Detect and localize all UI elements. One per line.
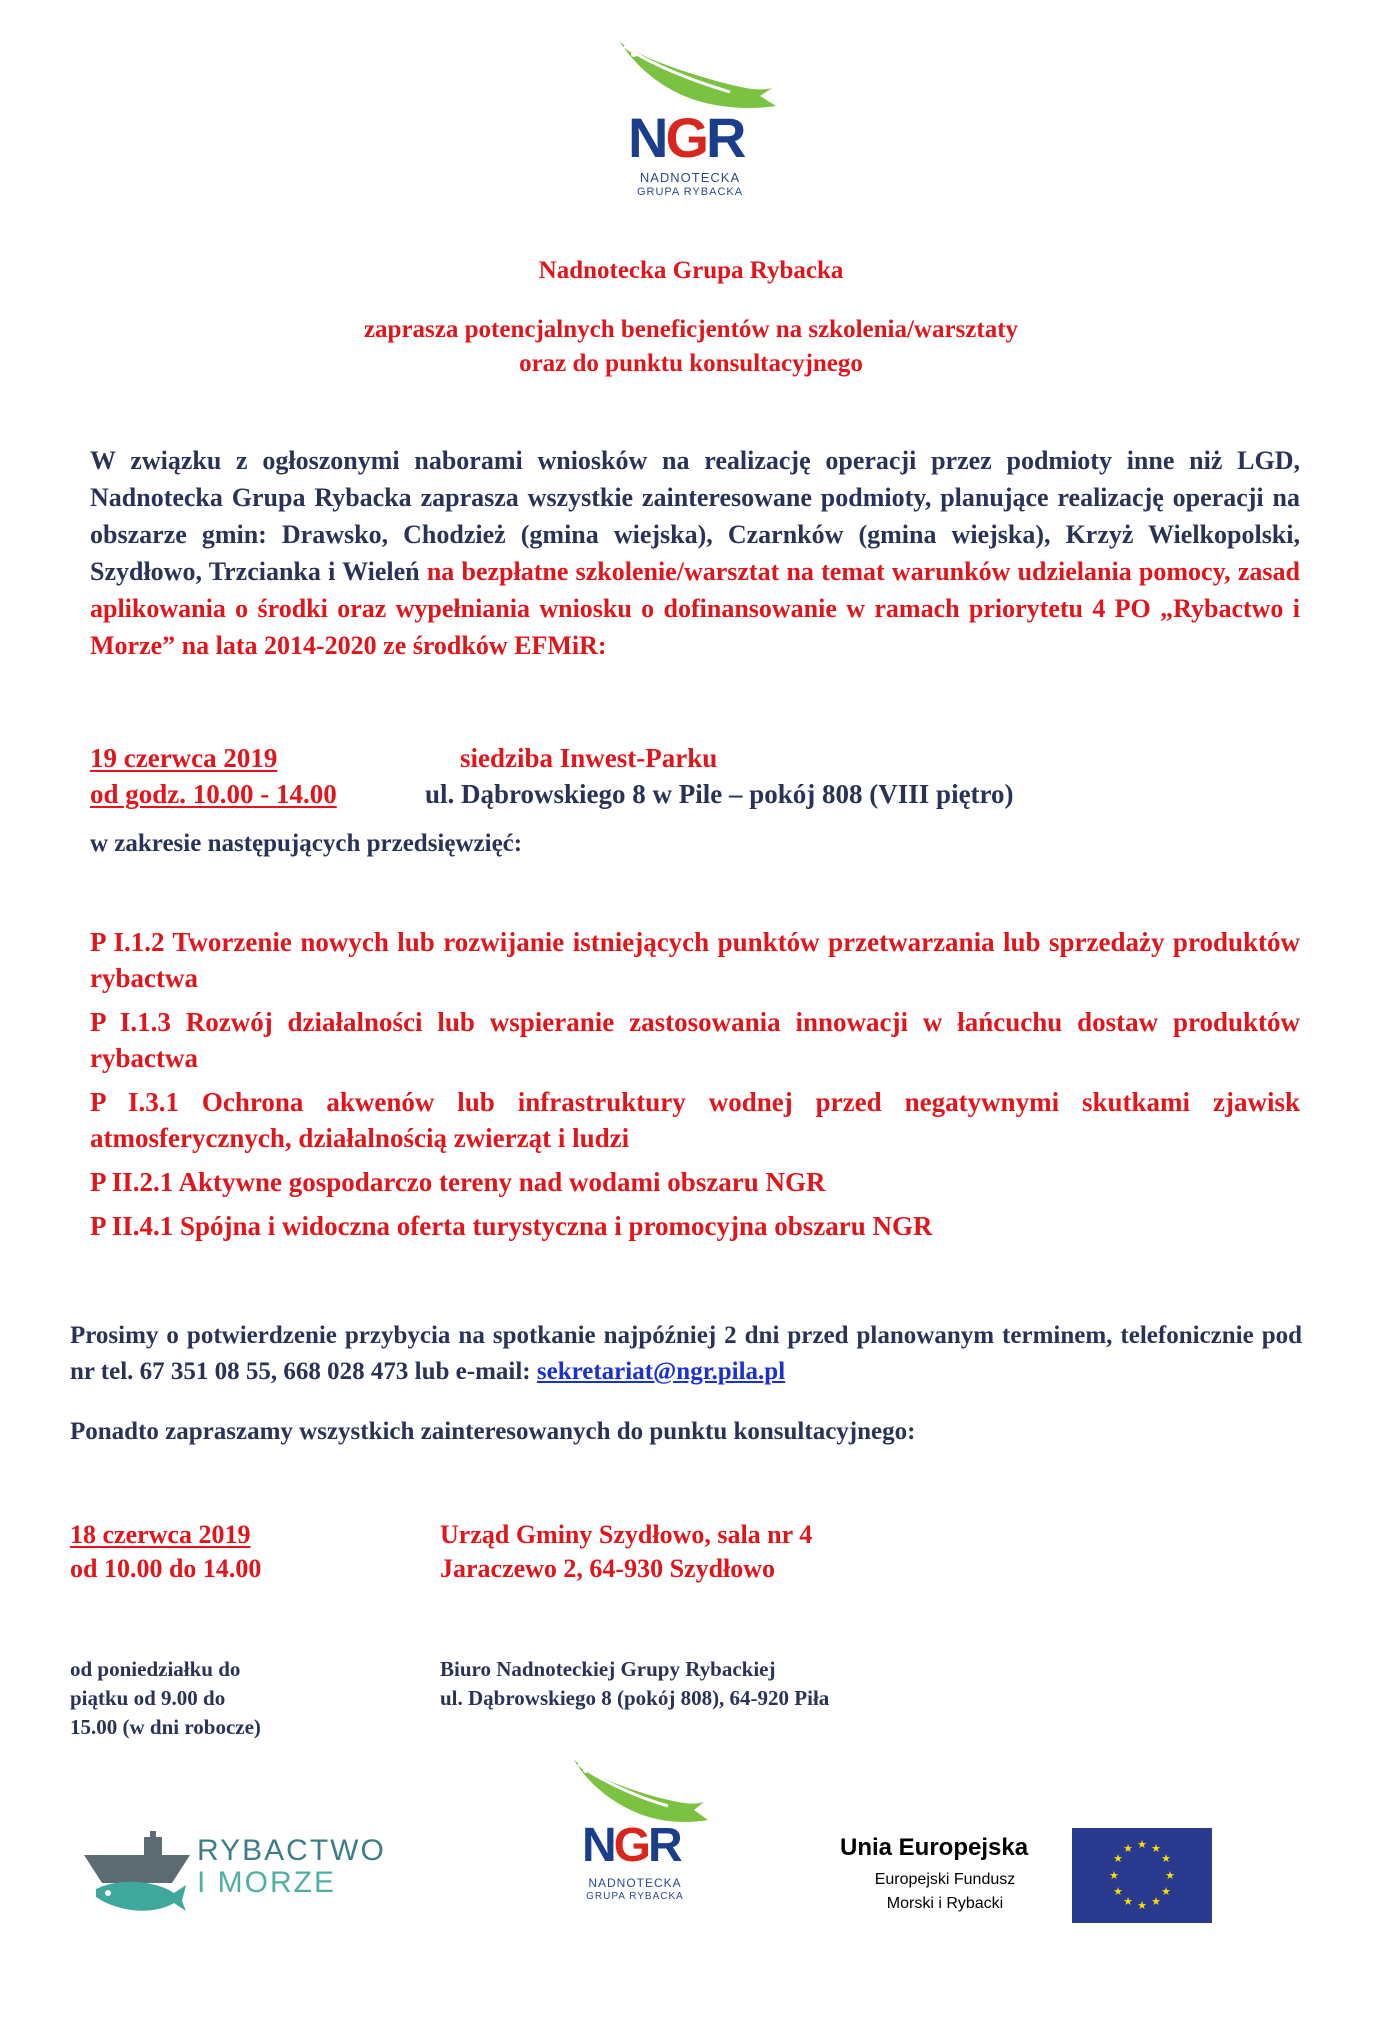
boat-fish-icon (82, 1831, 192, 1911)
svg-text:★: ★ (1151, 1895, 1161, 1908)
event1-date: 19 czerwca 2019 (90, 743, 278, 773)
svg-text:★: ★ (1161, 1852, 1171, 1865)
ngr-logo-footer (560, 1750, 710, 1915)
event1-time: od godz. 10.00 - 14.00 (90, 779, 337, 809)
intro-text-red: na bezpłatne szkolenie/warsztat na temat warunków udzielania pomocy, zasad aplikowania o środki oraz wypełniania wniosku o dofinansowanie w ramach priorytetu 4 PO „Rybactwo i Morze” na lata 2014-2020 ze środków EFMiR: (90, 557, 1300, 660)
ngr-name-line1: NADNOTECKA (639, 170, 741, 185)
org-title: Nadnotecka Grupa Rybacka (538, 257, 844, 284)
priority-item: P II.4.1 Spójna i widoczna oferta turystyczna i promocyjna obszaru NGR (90, 1211, 933, 1241)
event2-time: od 10.00 do 14.00 (70, 1554, 262, 1583)
event2-date: 18 czerwca 2019 (70, 1520, 251, 1549)
svg-text:★: ★ (1151, 1842, 1161, 1855)
event2-address: Jaraczewo 2, 64-930 Szydłowo (440, 1554, 776, 1583)
priority-item: P II.2.1 Aktywne gospodarczo tereny nad wodami obszaru NGR (90, 1167, 826, 1197)
rybactwo-i-morze-logo (82, 1825, 386, 1915)
intro-paragraph (90, 442, 1300, 664)
eu-sub-line2: Morski i Rybacki (886, 1895, 1004, 1912)
svg-text:★: ★ (1113, 1885, 1123, 1898)
intro-text-navy: W związku z ogłoszonymi naborami wniosków na realizację operacji przez podmioty inne niż LGD, Nadnotecka Grupa Rybacka zaprasza wszystkie zainteresowane podmioty, planujące realizację operacji na obszarze gmin: Drawsko, Chodzież (gmina wiejska), Czarnków (gmina wiejska), Krzyż Wielkopolski, Szydłowo, Trzcianka i Wieleń (90, 446, 1300, 586)
event1-place: siedziba Inwest-Parku (460, 743, 718, 773)
confirmation-text: Prosimy o potwierdzenie przybycia na spotkanie najpóźniej 2 dni przed planowanym terminem, telefonicznie pod nr tel. 67 351 08 55, 668 028 473 lub e-mail: (70, 1322, 1302, 1385)
svg-text:★: ★ (1165, 1869, 1175, 1882)
eu-logo (840, 1828, 1240, 1928)
ngr-letter-n: N (628, 106, 666, 169)
fish-icon (560, 1750, 710, 1830)
svg-text:★: ★ (1123, 1895, 1133, 1908)
event2-where (440, 1518, 812, 1586)
svg-text:★: ★ (1137, 1838, 1147, 1851)
ngr-name-line1: NADNOTECKA (588, 1876, 682, 1890)
invite-heading (0, 313, 1382, 381)
consult-invite: Ponadto zapraszamy wszystkich zainteresowanych do punktu konsultacyjnego: (70, 1418, 916, 1445)
ngr-letter-g: G (665, 106, 707, 169)
event1-where (425, 740, 1014, 812)
svg-text:★: ★ (1109, 1869, 1119, 1882)
office-address: ul. Dąbrowskiego 8 (pokój 808), 64-920 Piła (440, 1686, 830, 1710)
priority-item: P I.3.1 Ochrona akwenów lub infrastruktury wodnej przed negatywnymi skutkami zjawisk atmosferycznych, działalnością zwierząt i ludzi (90, 1087, 1300, 1153)
invite-line-2: oraz do punktu konsultacyjnego (519, 350, 863, 377)
priorities-list (90, 924, 1300, 1252)
ngr-letter-r: R (648, 1819, 680, 1872)
scope-label: w zakresie następujących przedsięwzięć: (90, 830, 523, 857)
svg-text:★: ★ (1137, 1899, 1147, 1912)
svg-text:★: ★ (1113, 1852, 1123, 1865)
svg-text:★: ★ (1161, 1885, 1171, 1898)
eu-title: Unia Europejska (840, 1834, 1029, 1861)
eu-sub-line1: Europejski Fundusz (874, 1871, 1016, 1888)
ngr-letter-g: G (613, 1819, 649, 1872)
priority-item: P I.1.3 Rozwój działalności lub wspieranie zastosowania innowacji w łańcuchu dostaw produktów rybactwa (90, 1007, 1300, 1073)
rybactwo-line1: RYBACTWO (197, 1834, 386, 1867)
ngr-logo-top (600, 30, 780, 200)
event1-when (90, 740, 337, 812)
event2-place: Urząd Gminy Szydłowo, sala nr 4 (440, 1520, 813, 1549)
office-hours-line: 15.00 (w dni robocze) (70, 1715, 261, 1739)
confirmation-paragraph (70, 1318, 1302, 1390)
email-link[interactable]: sekretariat@ngr.pila.pl (536, 1358, 786, 1385)
ngr-letter-n: N (582, 1819, 614, 1872)
office-name: Biuro Nadnoteckiej Grupy Rybackiej (440, 1657, 776, 1681)
event1-address: ul. Dąbrowskiego 8 w Pile – pokój 808 (VIII piętro) (425, 779, 1014, 809)
rybactwo-line2: I MORZE (197, 1866, 336, 1899)
eu-flag-icon (1072, 1828, 1212, 1923)
ngr-letter-r: R (706, 106, 744, 169)
office-hours-line: od poniedziałku do (70, 1657, 241, 1681)
office-info (440, 1655, 829, 1713)
ngr-name-line2: GRUPA RYBACKA (586, 1891, 684, 1902)
ngr-name-line2: GRUPA RYBACKA (636, 186, 744, 198)
priority-item: P I.1.2 Tworzenie nowych lub rozwijanie istniejących punktów przetwarzania lub sprzedaży produktów rybactwa (90, 927, 1300, 993)
office-hours (70, 1655, 261, 1742)
svg-text:★: ★ (1123, 1842, 1133, 1855)
event2-when (70, 1518, 261, 1586)
invite-line-1: zaprasza potencjalnych beneficjentów na szkolenia/warsztaty (363, 316, 1019, 343)
office-hours-line: piątku od 9.00 do (70, 1686, 226, 1710)
